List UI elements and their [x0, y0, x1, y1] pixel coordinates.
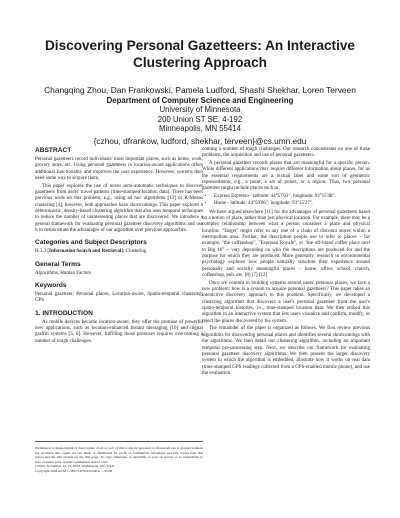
- author-block: [0, 86, 400, 146]
- categories-heading: Categories and Subject Descriptors: [35, 239, 147, 247]
- abstract-heading: ABSTRACT: [35, 147, 72, 154]
- copyright-notice: Copyright 2004 ACM 1-58113-979-9/04/0011 ...$5.00.: [35, 468, 114, 473]
- categories-sub: ]: Clustering: [121, 249, 147, 255]
- abstract-paragraph-2: This paper explores the use of novel semi-automatic techniques to discover gazetteers from users' travel patterns (time-stamped location data). There has been previous work on this problem, e.g., using ad hoc algorithms [13] or K-Means clustering [4]; however, both approaches have shortcomings. This paper explores a deterministic, density-based clustering algorithm that also uses temporal techniques to reduce the number of uninteresting places that are discovered. We introduce a general framework for evaluating personal gazetteer discovery algorithms and use it to demonstrate the advantages of our algorithm over previous approaches.: [35, 183, 203, 234]
- abstract-paragraph-1: Personal gazetteers record individuals' most important places, such as home, work, grocery store, etc. Using personal gazetteers in location-aware applications offers additional functionality and improves the user experience. However, systems then need some way to acquire them.: [35, 157, 203, 182]
- right-column: [202, 147, 370, 379]
- body-paragraph-2: A personal gazetteer records places that are meaningful for a specific person. While different applications may require different information about places, for us the essential requirements are a textual label and some sort of geometric representation, e.g., a point, a set of points, or a region. Thus, two personal gazetteer might include places such as:: [202, 160, 370, 192]
- introduction-heading: 1. INTRODUCTION: [35, 309, 93, 317]
- paper-title: [0, 37, 400, 71]
- university: University of Minnesota: [159, 105, 241, 114]
- body-paragraph-4: Once we commit to building systems around users' personal places, we face a new problem: how is a system to acquire personal gazetteers? This paper takes an interactive discovery approach to this problem. Specifically, we developed a clustering algorithm that discovers a user's personal gazetteer from the user's spatio-temporal histories, i.e., time-stamped location data. We then embed this algorithm in an interactive system that lets users visualize and confirm, modify, or reject the places discovered by the system.: [202, 280, 370, 324]
- list-item: • Express Espresso - latitude: 44°57'02", longitude: 93°15'48".: [214, 194, 370, 200]
- conference-notice: GIS'04, November 12-13, 2004, Washington, DC, USA.: [35, 464, 115, 468]
- keywords-heading: Keywords: [35, 282, 67, 290]
- general-terms-text: Algorithms, Human Factors: [35, 270, 91, 276]
- author-emails: {czhou, dfrankow, ludford, shekhar, terveen}@cs.umn.edu: [93, 135, 307, 146]
- body-paragraph-1: coming a number of tough challenges. Our research concentrates on one of these problems, the acquisition and use of personal gazetteers.: [202, 147, 370, 159]
- city-address: Minneapolis, MN 55414: [159, 124, 241, 133]
- title-line-2: Clustering Approach: [133, 55, 267, 70]
- street-address: 200 Union ST SE, 4-192: [157, 114, 243, 124]
- title-line-1: Discovering Personal Gazetteers: An Interactive: [44, 38, 355, 53]
- categories-code: H.3.3 [: [35, 249, 50, 255]
- copyright-footnote: [35, 441, 203, 473]
- general-terms-heading: General Terms: [35, 260, 81, 268]
- body-paragraph-3: We have argued elsewhere [11] for the advantages of personal gazetteers based on a notion of place, rather than just physical location. For example, there may be a complex relationship between what a person considers a place and physical location: "Target" might refer to any one of a chain of discount stores within a metropolitan area. Further, the description people use to refer to places – for example, "the coffeeshop", "Espresso Royale", or "the off-brand coffee place next to Big 10" – vary depending on who the descriptions are produced for and the purpose for which they are produced. More generally, research in environmental psychology explores how people naturally structure their experience around personally and socially meaningful places – home, office, school, church, coffeeshop, pub, etc. [8] [7] [12]: [202, 209, 370, 279]
- author-names: Changqing Zhou, Dan Frankowski, Pamela Ludford, Shashi Shekhar, Loren Terveen: [44, 85, 356, 95]
- introduction-paragraph: As mobile devices become location-aware, they offer the promise of powerful new applications, such as location-enhanced instant messaging [10] and digital graffiti systems [5, 6]. However, fulfilling those promises requires overcoming a number of tough challenges.: [35, 319, 203, 344]
- keywords-text: Personal gazetteer, Personal places, Location-aware, Spatio-temporal clustering, GPS: [35, 292, 203, 304]
- place-example-list: [202, 194, 370, 208]
- permission-notice: Permission to make digital or hard copies of all or part of this work for personal or classroom use is granted without fee provided that copies are not made or distributed for profit or commercial advantage and that copies bear this notice and the full citation on the first page. To copy otherwise, to republish, to post on servers or to redistribute to lists, requires prior specific permission and/or a fee.: [35, 446, 203, 464]
- body-paragraph-5: The remainder of the paper is organized as follows. We first review previous algorithms for discovering personal places and identifies several shortcomings with the algorithms. We then detail our clustering algorithm, including an important temporal pre-processing step. Next, we describe our framework for evaluating personal gazetteer discovery algorithms. We then present the larger discovery system in which the algorithm is embedded, illustrate how it works on real data (time-stamped GPS readings collected from a GPS-enabled mobile phone), and use the evaluation: [202, 326, 370, 376]
- left-column: [35, 147, 203, 346]
- categories-text: [35, 249, 203, 255]
- list-item: • Home - latitude: 44°59'06", longitude: 93°15'27".: [214, 201, 370, 207]
- department: Department of Computer Science and Engineering: [106, 95, 294, 105]
- categories-name: Information Search and Retrieval: [49, 249, 122, 255]
